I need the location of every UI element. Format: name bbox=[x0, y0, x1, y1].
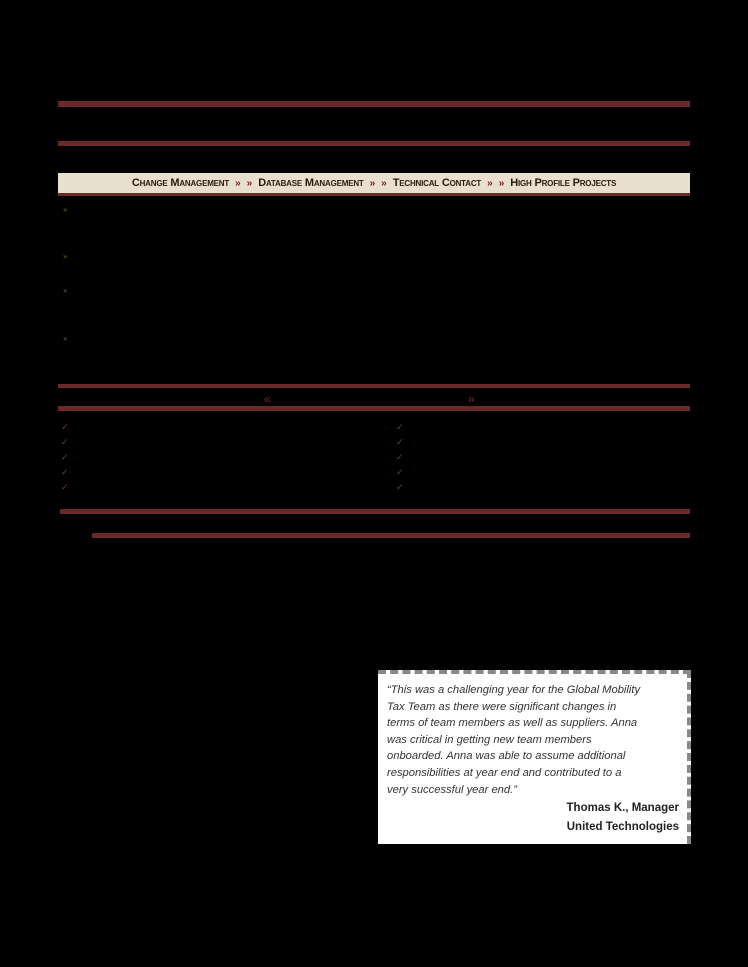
check-icon: ✓ bbox=[61, 453, 69, 463]
bullet-icon: » bbox=[63, 286, 66, 295]
testimonial-author: Thomas K., Manager bbox=[566, 802, 679, 815]
header-rule-bottom bbox=[58, 141, 690, 146]
section-rule-top bbox=[58, 384, 690, 388]
banner-separator-icon: » bbox=[369, 177, 373, 189]
check-icon: ✓ bbox=[396, 483, 404, 493]
testimonial-company: United Technologies bbox=[566, 821, 679, 834]
banner-item-technical-contact: Technical Contact bbox=[392, 177, 482, 189]
bullet-icon: » bbox=[63, 334, 66, 343]
check-icon: ✓ bbox=[396, 423, 404, 433]
double-left-arrow-icon: « bbox=[264, 392, 267, 406]
banner-item-change-management: Change Management bbox=[131, 177, 230, 189]
section-rule-bottom bbox=[58, 406, 690, 411]
testimonial-quote: “This was a challenging year for the Global Mobility Tax Team as there were significant changes in terms of team members as well as suppliers. Anna was critical in getting new team members onboarded. Anna was able to assume additional responsibilities at year end and contributed to a very successful year end.” bbox=[387, 684, 641, 796]
double-right-arrow-icon: » bbox=[468, 392, 471, 406]
bullet-icon: » bbox=[63, 252, 66, 261]
banner-item-high-profile-projects: High Profile Projects bbox=[510, 177, 617, 189]
check-icon: ✓ bbox=[61, 423, 69, 433]
check-icon: ✓ bbox=[396, 453, 404, 463]
skills-banner bbox=[58, 173, 690, 196]
banner-separator-icon: » bbox=[487, 177, 490, 189]
testimonial-box bbox=[378, 670, 691, 844]
banner-separator-icon: » bbox=[246, 177, 250, 189]
header-rule-top bbox=[58, 101, 690, 107]
banner-item-database-management: Database Management bbox=[258, 177, 364, 189]
check-icon: ✓ bbox=[61, 468, 69, 478]
check-icon: ✓ bbox=[61, 483, 69, 493]
check-icon: ✓ bbox=[396, 468, 404, 478]
banner-separator-icon: » bbox=[235, 177, 238, 189]
banner-separator-icon: » bbox=[381, 177, 384, 189]
experience-rule-top bbox=[60, 509, 690, 514]
banner-separator-icon: » bbox=[498, 177, 502, 189]
bullet-icon: » bbox=[63, 205, 66, 214]
check-icon: ✓ bbox=[61, 438, 69, 448]
check-icon: ✓ bbox=[396, 438, 404, 448]
experience-rule-bottom bbox=[92, 533, 690, 538]
